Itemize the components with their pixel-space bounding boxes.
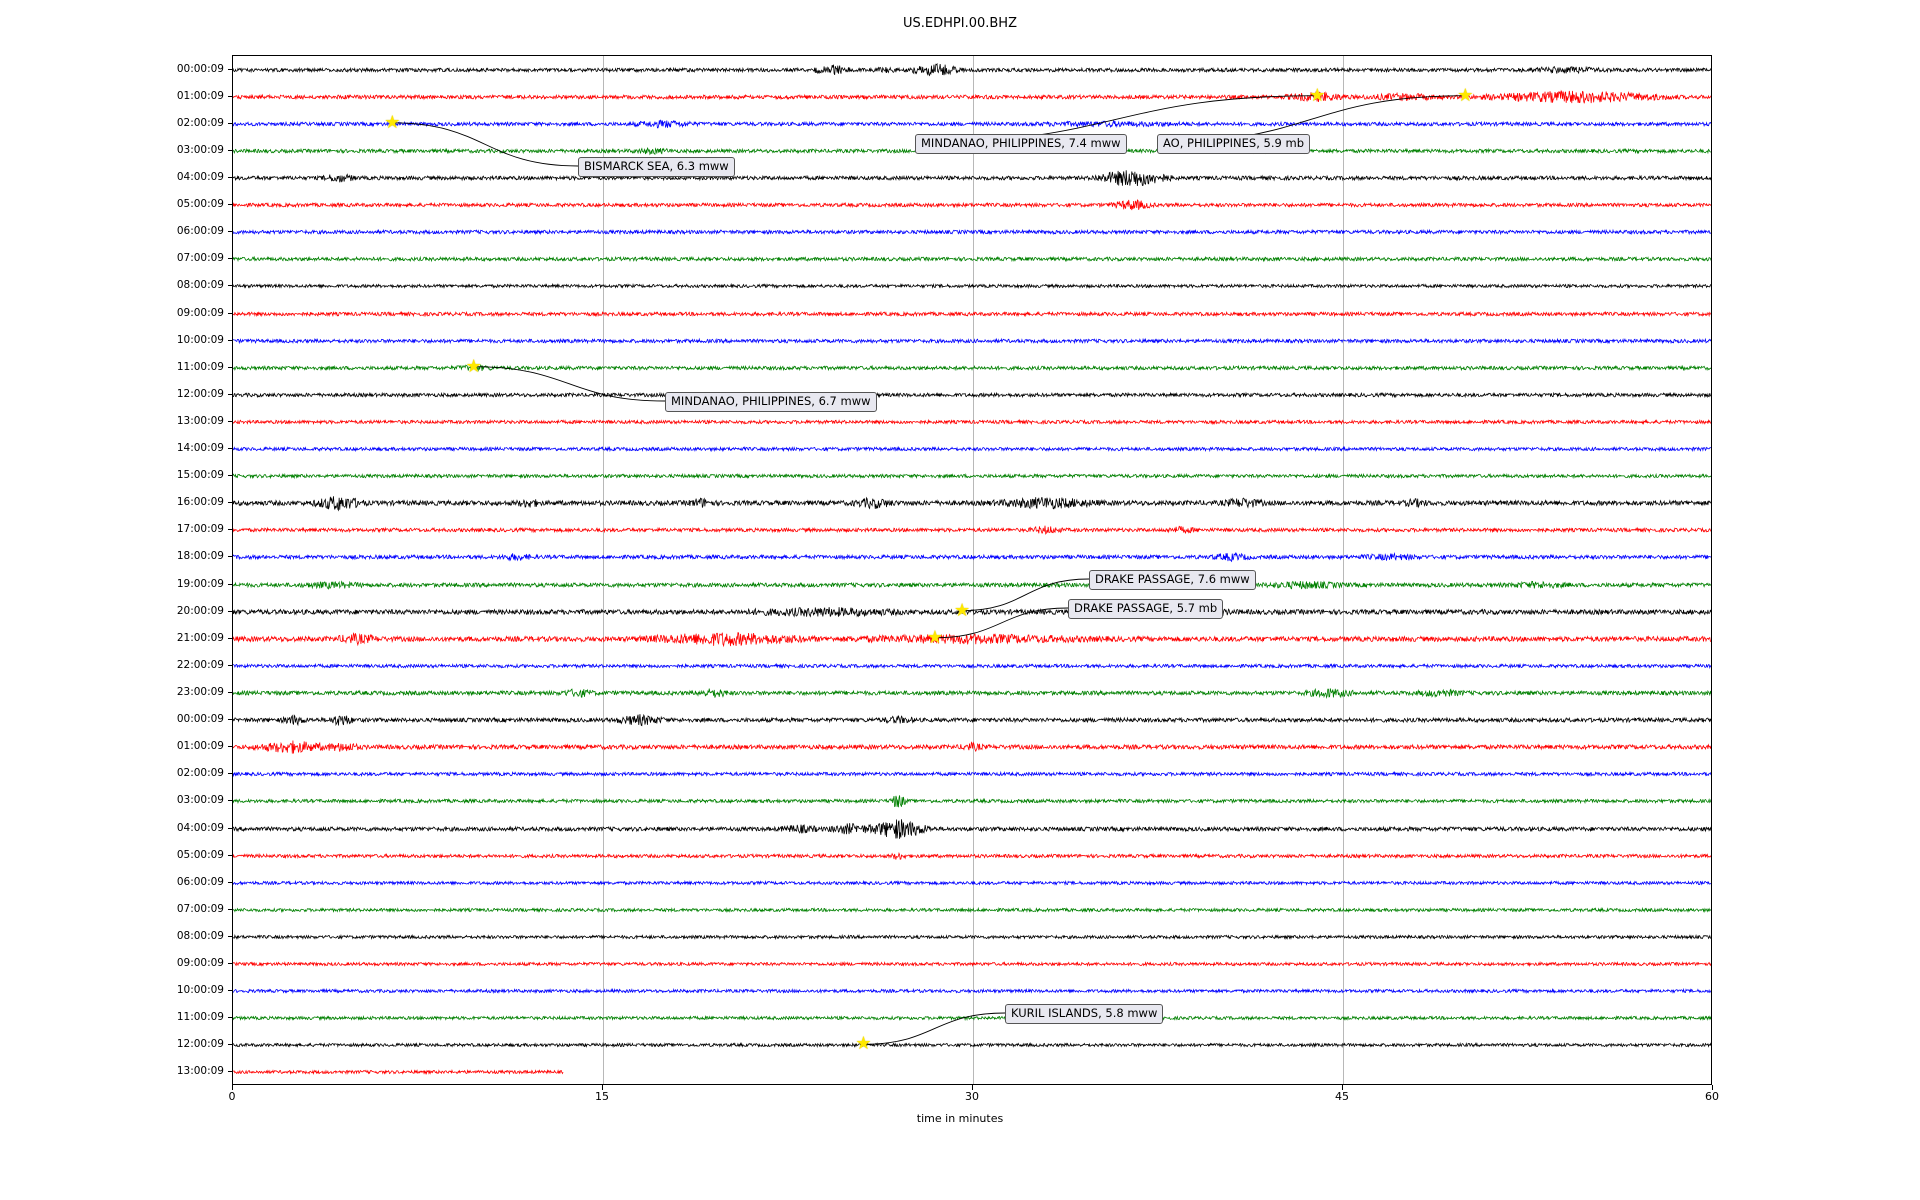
seismogram-trace xyxy=(233,328,1711,354)
y-tick-mark xyxy=(228,773,233,774)
seismogram-trace xyxy=(233,219,1711,245)
y-tick-label: 13:00:09 xyxy=(176,414,224,427)
y-tick-mark xyxy=(228,421,233,422)
y-tick-mark xyxy=(228,150,233,151)
y-tick-mark xyxy=(228,665,233,666)
seismogram-trace xyxy=(233,572,1711,598)
seismogram-trace xyxy=(233,978,1711,1004)
y-tick-label: 05:00:09 xyxy=(176,198,224,211)
event-star-marker: ★ xyxy=(465,355,482,377)
y-tick-label: 13:00:09 xyxy=(176,1065,224,1078)
seismogram-trace xyxy=(233,1059,1711,1085)
x-tick-label: 45 xyxy=(1335,1090,1349,1103)
y-tick-mark xyxy=(228,1017,233,1018)
y-tick-mark xyxy=(228,963,233,964)
y-tick-label: 01:00:09 xyxy=(176,89,224,102)
y-tick-label: 10:00:09 xyxy=(176,984,224,997)
y-tick-mark xyxy=(228,177,233,178)
y-tick-label: 07:00:09 xyxy=(176,252,224,265)
y-tick-label: 12:00:09 xyxy=(176,387,224,400)
y-tick-label: 09:00:09 xyxy=(176,957,224,970)
y-tick-mark xyxy=(228,502,233,503)
seismogram-trace xyxy=(233,870,1711,896)
x-tick-mark xyxy=(1342,1085,1343,1090)
event-star-marker: ★ xyxy=(1457,84,1474,106)
y-tick-label: 19:00:09 xyxy=(176,577,224,590)
y-tick-mark xyxy=(228,692,233,693)
event-annotation-label: MINDANAO, PHILIPPINES, 7.4 mww xyxy=(915,134,1127,154)
event-star-marker: ★ xyxy=(1309,84,1326,106)
y-tick-mark xyxy=(228,1044,233,1045)
y-tick-label: 06:00:09 xyxy=(176,875,224,888)
y-tick-mark xyxy=(228,1071,233,1072)
y-tick-label: 02:00:09 xyxy=(176,116,224,129)
seismogram-trace xyxy=(233,273,1711,299)
y-tick-mark xyxy=(228,936,233,937)
y-tick-mark xyxy=(228,123,233,124)
seismogram-trace xyxy=(233,544,1711,570)
y-tick-label: 04:00:09 xyxy=(176,821,224,834)
event-star-marker: ★ xyxy=(855,1033,872,1055)
seismogram-trace xyxy=(233,246,1711,272)
x-tick-label: 30 xyxy=(965,1090,979,1103)
y-tick-label: 17:00:09 xyxy=(176,523,224,536)
seismogram-trace xyxy=(233,626,1711,652)
seismogram-trace xyxy=(233,680,1711,706)
y-tick-label: 01:00:09 xyxy=(176,740,224,753)
seismogram-trace xyxy=(233,355,1711,381)
y-tick-label: 14:00:09 xyxy=(176,442,224,455)
y-tick-label: 10:00:09 xyxy=(176,333,224,346)
y-tick-label: 16:00:09 xyxy=(176,496,224,509)
y-tick-mark xyxy=(228,231,233,232)
seismogram-trace xyxy=(233,924,1711,950)
y-tick-label: 08:00:09 xyxy=(176,279,224,292)
seismogram-trace xyxy=(233,436,1711,462)
y-tick-mark xyxy=(228,719,233,720)
y-tick-label: 04:00:09 xyxy=(176,170,224,183)
y-tick-mark xyxy=(228,638,233,639)
y-tick-label: 11:00:09 xyxy=(176,360,224,373)
y-tick-mark xyxy=(228,69,233,70)
y-tick-mark xyxy=(228,800,233,801)
y-tick-mark xyxy=(228,828,233,829)
x-tick-label: 15 xyxy=(595,1090,609,1103)
y-tick-mark xyxy=(228,285,233,286)
y-tick-label: 23:00:09 xyxy=(176,685,224,698)
y-tick-label: 15:00:09 xyxy=(176,469,224,482)
y-tick-mark xyxy=(228,394,233,395)
y-tick-label: 06:00:09 xyxy=(176,225,224,238)
seismogram-trace xyxy=(233,84,1711,110)
seismogram-trace xyxy=(233,599,1711,625)
seismogram-trace xyxy=(233,517,1711,543)
seismogram-trace xyxy=(233,1032,1711,1058)
event-star-marker: ★ xyxy=(926,626,944,648)
y-tick-label: 12:00:09 xyxy=(176,1038,224,1051)
y-tick-mark xyxy=(228,882,233,883)
y-tick-label: 09:00:09 xyxy=(176,306,224,319)
x-tick-mark xyxy=(602,1085,603,1090)
page-title: US.EDHPI.00.BHZ xyxy=(903,16,1017,31)
seismogram-trace xyxy=(233,1005,1711,1031)
y-tick-label: 05:00:09 xyxy=(176,848,224,861)
y-tick-label: 00:00:09 xyxy=(176,713,224,726)
plot-area xyxy=(232,55,1712,1085)
seismogram-trace xyxy=(233,761,1711,787)
y-tick-mark xyxy=(228,96,233,97)
seismogram-trace xyxy=(233,57,1711,83)
y-tick-label: 08:00:09 xyxy=(176,929,224,942)
y-tick-mark xyxy=(228,313,233,314)
seismogram-trace xyxy=(233,816,1711,842)
y-tick-label: 18:00:09 xyxy=(176,550,224,563)
y-tick-mark xyxy=(228,258,233,259)
seismogram-trace xyxy=(233,951,1711,977)
y-tick-label: 11:00:09 xyxy=(176,1011,224,1024)
event-annotation-label: AO, PHILIPPINES, 5.9 mb xyxy=(1157,134,1310,154)
y-tick-mark xyxy=(228,611,233,612)
seismogram-trace xyxy=(233,788,1711,814)
y-tick-label: 02:00:09 xyxy=(176,767,224,780)
y-tick-mark xyxy=(228,556,233,557)
y-axis-tick-labels xyxy=(120,55,224,1085)
y-tick-label: 00:00:09 xyxy=(176,62,224,75)
y-tick-mark xyxy=(228,529,233,530)
x-tick-mark xyxy=(972,1085,973,1090)
seismogram-trace xyxy=(233,463,1711,489)
event-annotation-label: MINDANAO, PHILIPPINES, 6.7 mww xyxy=(665,392,877,412)
seismogram-trace xyxy=(233,734,1711,760)
y-tick-mark xyxy=(228,990,233,991)
seismogram-trace xyxy=(233,165,1711,191)
seismogram-trace xyxy=(233,111,1711,137)
y-tick-label: 20:00:09 xyxy=(176,604,224,617)
event-star-marker: ★ xyxy=(954,599,971,621)
x-tick-label: 60 xyxy=(1705,1090,1719,1103)
event-annotation-label: KURIL ISLANDS, 5.8 mww xyxy=(1005,1004,1163,1024)
event-annotation-label: BISMARCK SEA, 6.3 mww xyxy=(578,157,735,177)
y-tick-label: 21:00:09 xyxy=(176,631,224,644)
seismogram-trace xyxy=(233,192,1711,218)
y-tick-label: 07:00:09 xyxy=(176,902,224,915)
x-axis-label: time in minutes xyxy=(916,1112,1004,1125)
y-tick-label: 03:00:09 xyxy=(176,143,224,156)
y-tick-mark xyxy=(228,855,233,856)
seismogram-trace xyxy=(233,382,1711,408)
event-annotation-label: DRAKE PASSAGE, 7.6 mww xyxy=(1089,570,1256,590)
y-tick-mark xyxy=(228,340,233,341)
x-tick-mark xyxy=(232,1085,233,1090)
y-tick-label: 03:00:09 xyxy=(176,794,224,807)
seismogram-trace xyxy=(233,897,1711,923)
y-tick-mark xyxy=(228,584,233,585)
seismogram-trace xyxy=(233,707,1711,733)
seismogram-trace xyxy=(233,409,1711,435)
y-tick-mark xyxy=(228,475,233,476)
y-tick-label: 22:00:09 xyxy=(176,658,224,671)
seismogram-trace xyxy=(233,653,1711,679)
x-tick-mark xyxy=(1712,1085,1713,1090)
y-tick-mark xyxy=(228,204,233,205)
x-tick-label: 0 xyxy=(228,1090,236,1103)
event-annotation-label: DRAKE PASSAGE, 5.7 mb xyxy=(1068,599,1223,619)
seismogram-trace xyxy=(233,843,1711,869)
y-tick-mark xyxy=(228,746,233,747)
y-tick-mark xyxy=(228,367,233,368)
seismogram-trace xyxy=(233,490,1711,516)
event-star-marker: ★ xyxy=(384,111,401,133)
seismogram-trace xyxy=(233,301,1711,327)
y-tick-mark xyxy=(228,909,233,910)
y-tick-mark xyxy=(228,448,233,449)
